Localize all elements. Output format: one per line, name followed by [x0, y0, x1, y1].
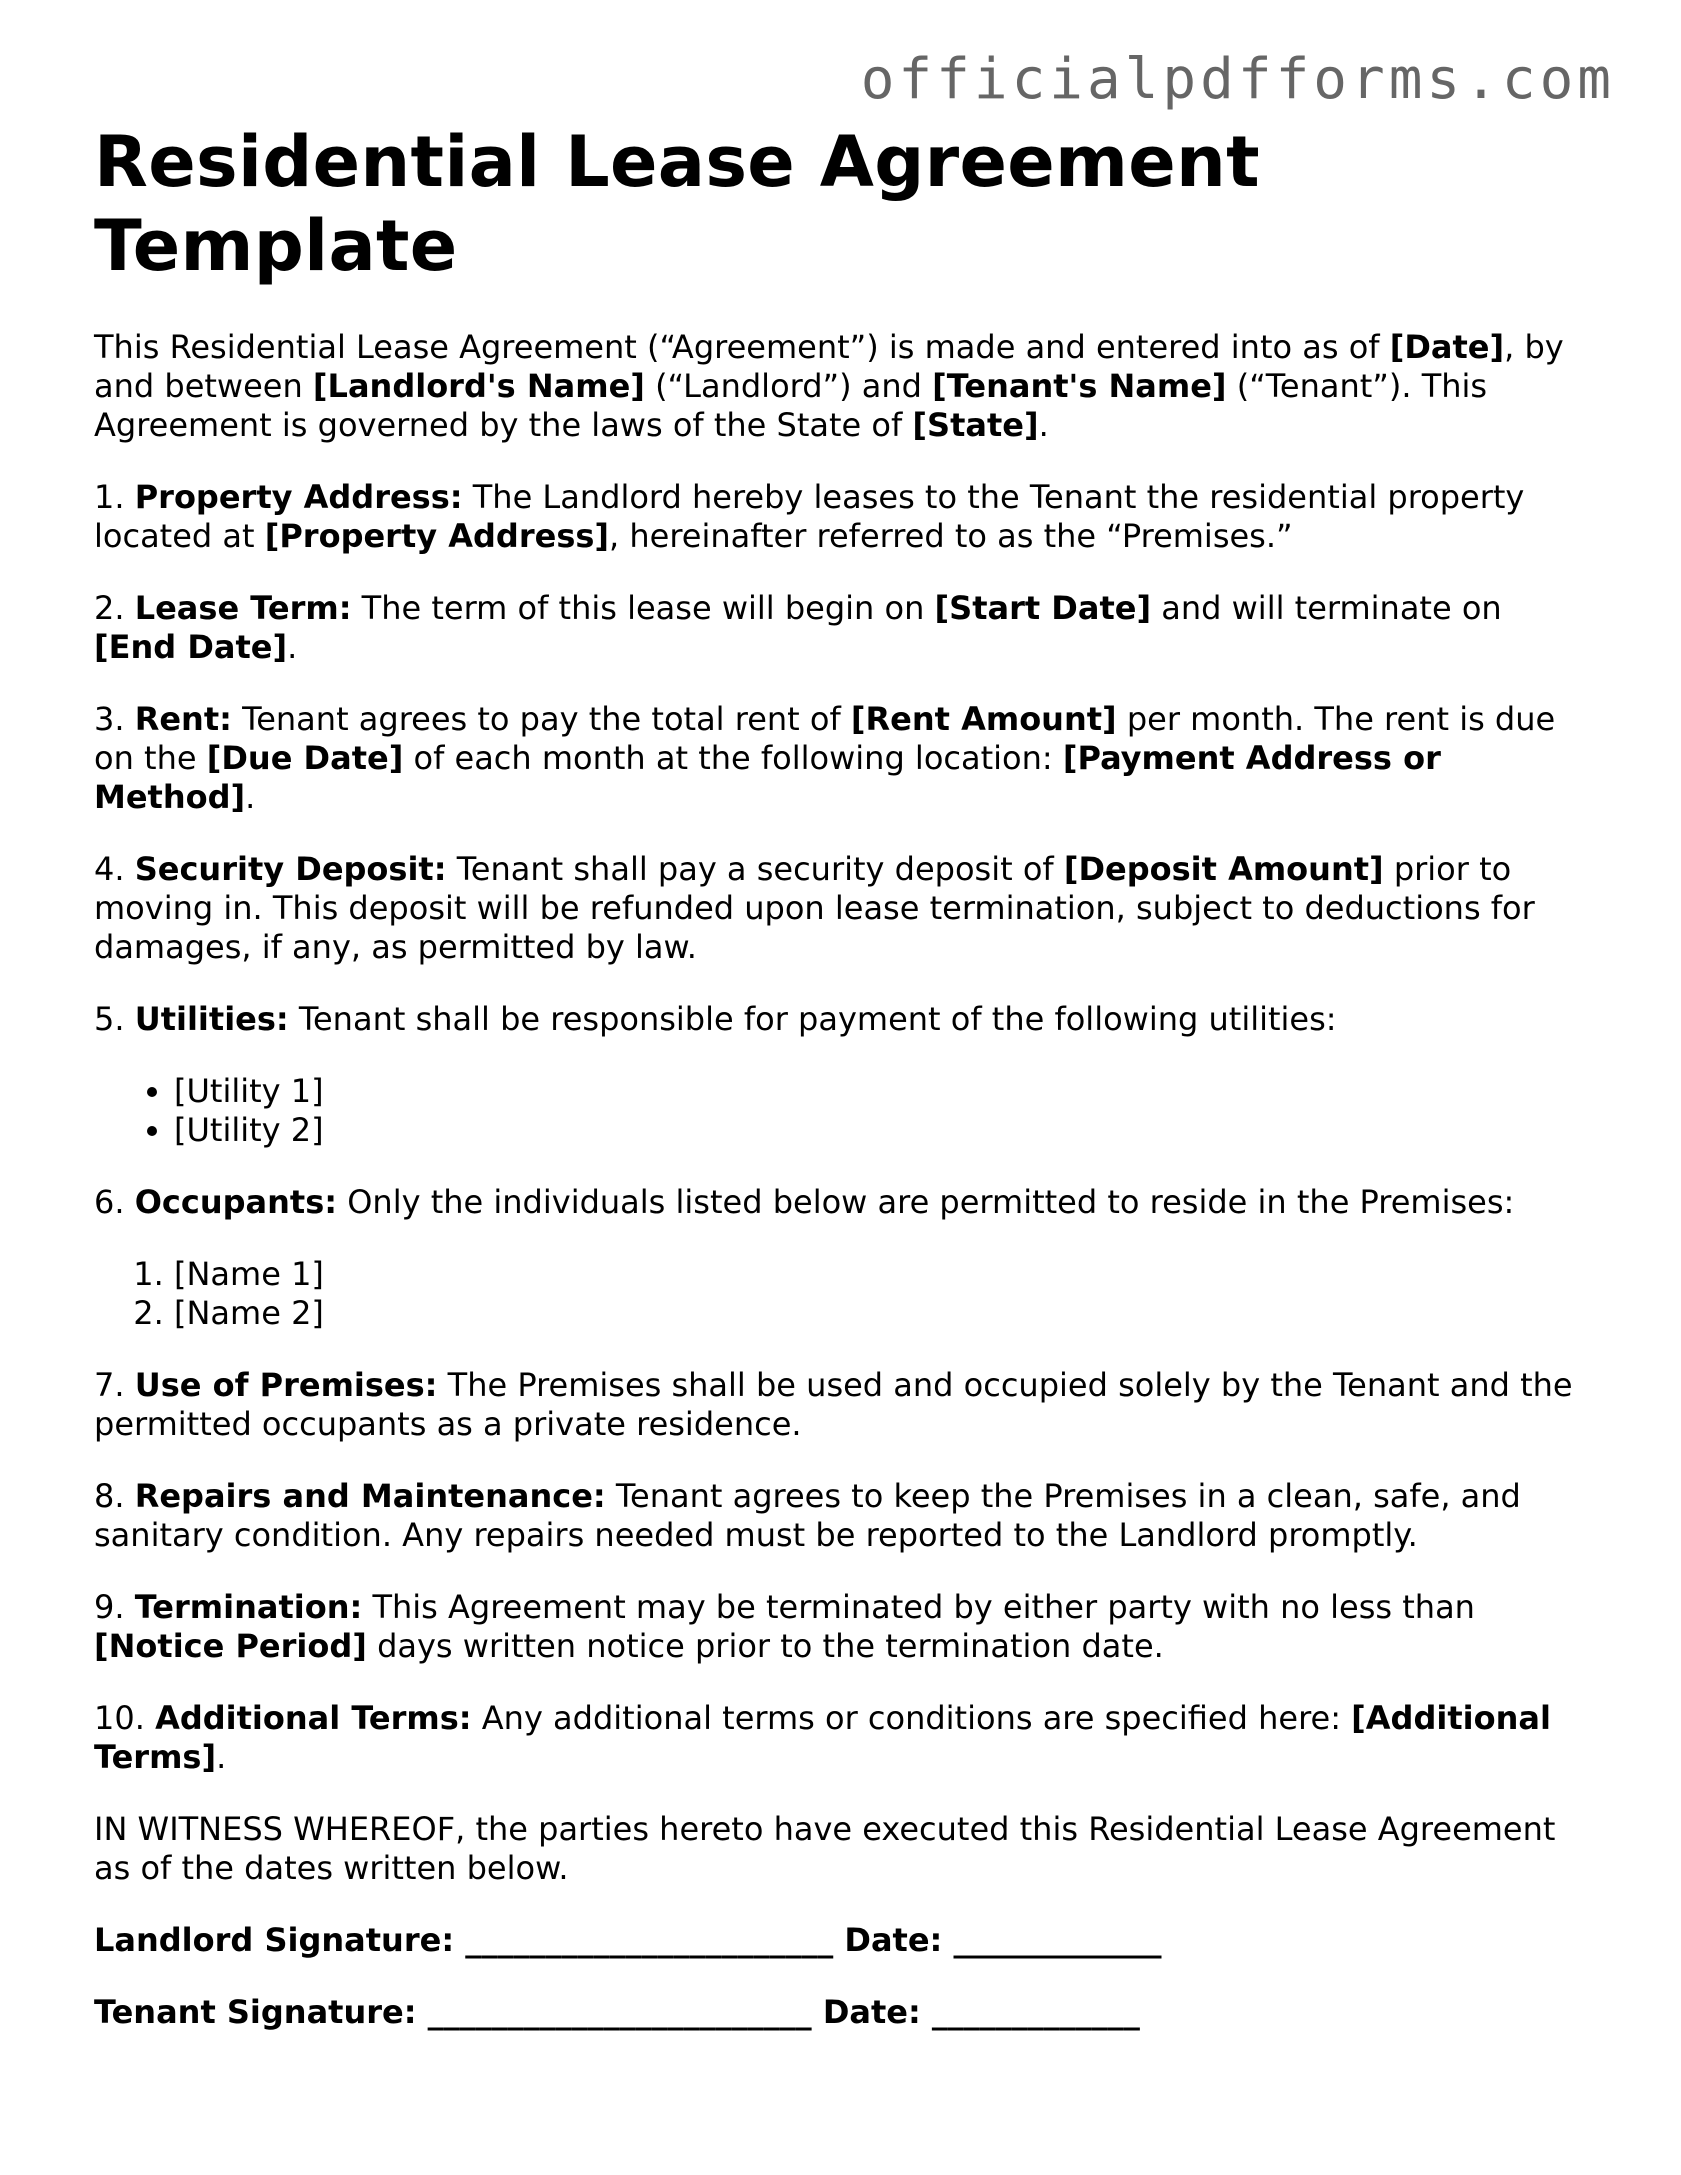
list-item: • [Utility 2] — [174, 1111, 1594, 1150]
rent-amount-placeholder: [Rent Amount] — [850, 700, 1117, 738]
section-heading: Additional Terms: — [155, 1699, 472, 1737]
due-date-placeholder: [Due Date] — [206, 739, 404, 777]
landlord-signature-line: Landlord Signature: _______________________ Date: _____________ — [94, 1921, 1162, 1959]
state-placeholder: [State] — [912, 406, 1039, 444]
section-security-deposit: 4. Security Deposit: Tenant shall pay a security deposit of [Deposit Amount] prior to moving in. This deposit will be refunded upon lease termination, subject to deductions for damages, if any, as permitted by law. — [94, 850, 1535, 966]
section-heading: Occupants: — [134, 1183, 338, 1221]
section-heading: Repairs and Maintenance: — [134, 1477, 606, 1515]
section-heading: Property Address: — [134, 478, 463, 516]
section-heading: Rent: — [134, 700, 232, 738]
section-occupants: 6. Occupants: Only the individuals listed below are permitted to reside in the Premises: — [94, 1183, 1515, 1221]
section-utilities: 5. Utilities: Tenant shall be responsible for payment of the following utilities: — [94, 1000, 1337, 1038]
document-body — [94, 328, 1594, 2032]
witness-paragraph: IN WITNESS WHEREOF, the parties hereto have executed this Residential Lease Agreement as of the dates written below. — [94, 1810, 1556, 1887]
watermark: officialpdfforms.com — [860, 47, 1615, 112]
date-placeholder: [Date] — [1389, 328, 1505, 366]
section-heading: Lease Term: — [134, 589, 352, 627]
section-repairs-maintenance: 8. Repairs and Maintenance: Tenant agrees to keep the Premises in a clean, safe, and sanitary condition. Any repairs needed must be reported to the Landlord promptly. — [94, 1477, 1521, 1554]
section-heading: Termination: — [134, 1588, 363, 1626]
list-item: 1. [Name 1] — [174, 1255, 1594, 1294]
section-heading: Use of Premises: — [134, 1366, 438, 1404]
document-page — [94, 120, 1594, 2065]
section-termination: 9. Termination: This Agreement may be terminated by either party with no less than [Notice Period] days written notice prior to the termination date. — [94, 1588, 1475, 1665]
tenant-name-placeholder: [Tenant's Name] — [932, 367, 1227, 405]
start-date-placeholder: [Start Date] — [934, 589, 1152, 627]
notice-period-placeholder: [Notice Period] — [94, 1627, 367, 1665]
payment-method-placeholder: [Payment Address or Method] — [94, 739, 1441, 816]
list-item: 2. [Name 2] — [174, 1294, 1594, 1333]
section-additional-terms: 10. Additional Terms: Any additional terms or conditions are specified here: [Additional Terms]. — [94, 1699, 1551, 1776]
end-date-placeholder: [End Date] — [94, 628, 288, 666]
section-property-address: 1. Property Address: The Landlord hereby leases to the Tenant the residential property located at [Property Address], hereinafter referred to as the “Premises.” — [94, 478, 1525, 555]
tenant-signature-line: Tenant Signature: ________________________ Date: _____________ — [94, 1993, 1140, 2031]
intro-paragraph: This Residential Lease Agreement (“Agreement”) is made and entered into as of [Date], by and between [Landlord's Name] (“Landlord”) and [Tenant's Name] (“Tenant”). This Agreement is governed by the laws of the State of [State]. — [94, 328, 1564, 444]
section-heading: Security Deposit: — [134, 850, 447, 888]
additional-terms-placeholder: [Additional Terms] — [94, 1699, 1551, 1776]
section-use-of-premises: 7. Use of Premises: The Premises shall be used and occupied solely by the Tenant and the permitted occupants as a private residence. — [94, 1366, 1573, 1443]
property-address-placeholder: [Property Address] — [264, 517, 610, 555]
utilities-list — [94, 1072, 1594, 1150]
section-rent: 3. Rent: Tenant agrees to pay the total rent of [Rent Amount] per month. The rent is due on the [Due Date] of each month at the following location: [Payment Address or Method]. — [94, 700, 1556, 816]
deposit-amount-placeholder: [Deposit Amount] — [1063, 850, 1384, 888]
page-title: Residential Lease Agreement Template — [94, 121, 1260, 287]
section-heading: Utilities: — [134, 1000, 289, 1038]
list-item: • [Utility 1] — [174, 1072, 1594, 1111]
occupants-list — [94, 1255, 1594, 1333]
section-lease-term: 2. Lease Term: The term of this lease will begin on [Start Date] and will terminate on [End Date]. — [94, 589, 1502, 666]
landlord-name-placeholder: [Landlord's Name] — [312, 367, 645, 405]
